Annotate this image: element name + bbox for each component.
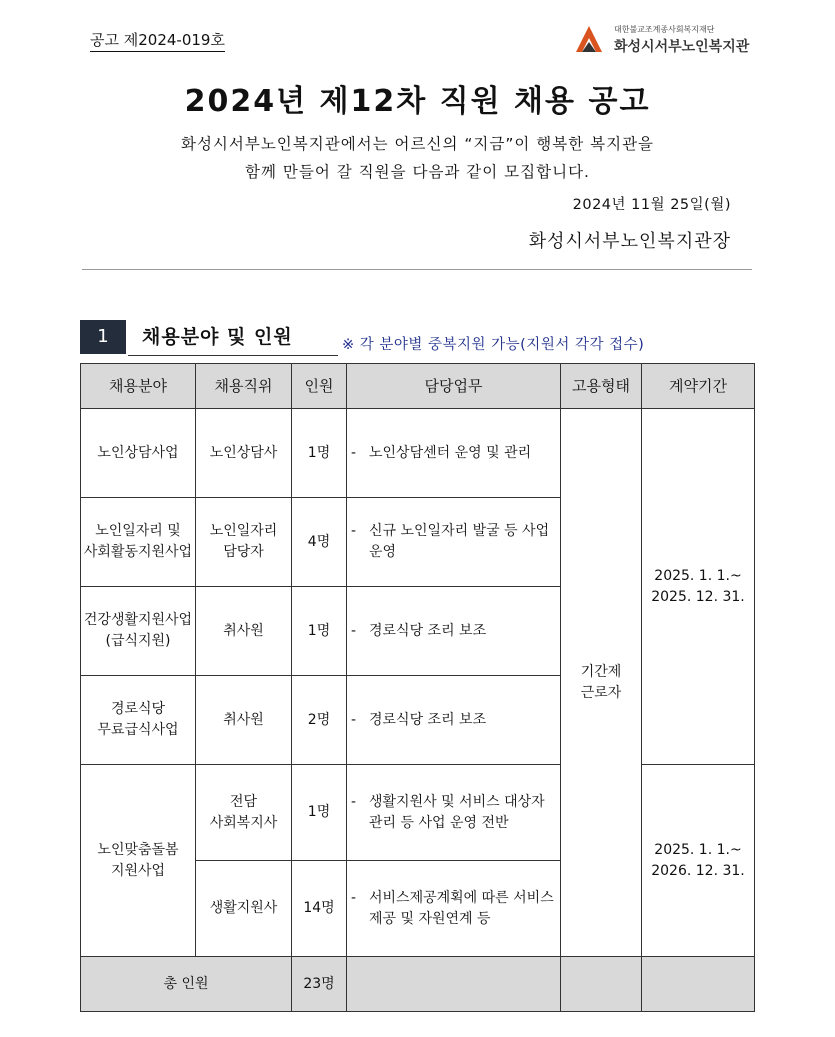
page-title: 2024년 제12차 직원 채용 공고: [184, 84, 651, 119]
header-employment-type: 고용형태: [561, 364, 642, 409]
table-row: [81, 409, 755, 498]
cell-count: 2명: [292, 676, 347, 765]
total-empty-cell: [642, 957, 755, 1012]
cell-position: 생활지원사: [196, 861, 292, 957]
cell-count: 1명: [292, 587, 347, 676]
recruitment-table: [80, 363, 755, 1012]
cell-duty: - 경로식당 조리 보조: [347, 587, 561, 676]
total-empty-cell: [561, 957, 642, 1012]
cell-count: 4명: [292, 498, 347, 587]
cell-field: 노인맞춤돌봄 지원사업: [81, 765, 196, 957]
logo-title: 화성시서부노인복지관: [614, 39, 750, 55]
organization-logo: [572, 20, 752, 60]
organization-signature: 화성시서부노인복지관장: [528, 231, 731, 252]
cell-position: 노인일자리 담당자: [196, 498, 292, 587]
header-position: 채용직위: [196, 364, 292, 409]
cell-position: 취사원: [196, 676, 292, 765]
notice-date: 2024년 11월 25일(월): [572, 197, 731, 213]
header-contract-period: 계약기간: [642, 364, 755, 409]
cell-duty: - 경로식당 조리 보조: [347, 676, 561, 765]
cell-duty: - 생활지원사 및 서비스 대상자 관리 등 사업 운영 전반: [347, 765, 561, 861]
total-empty-cell: [347, 957, 561, 1012]
cell-count: 14명: [292, 861, 347, 957]
intro-line-1: 화성시서부노인복지관에서는 어르신의 “지금”이 행복한 복지관을: [180, 135, 655, 153]
notice-number: 공고 제2024-019호: [90, 30, 225, 52]
cell-duty: - 신규 노인일자리 발굴 등 사업 운영: [347, 498, 561, 587]
cell-field: 건강생활지원사업 (급식지원): [81, 587, 196, 676]
table-header-row: [81, 364, 755, 409]
cell-duty: - 노인상담센터 운영 및 관리: [347, 409, 561, 498]
logo-mark-icon: [572, 22, 606, 56]
section-number-badge: 1: [80, 320, 126, 354]
section-title-underline: [128, 355, 338, 356]
total-count: 23명: [292, 957, 347, 1012]
section-title: 채용분야 및 인원: [142, 326, 293, 348]
cell-count: 1명: [292, 765, 347, 861]
total-row: [81, 957, 755, 1012]
intro-line-2: 함께 만들어 갈 직원을 다음과 같이 모집합니다.: [245, 163, 590, 181]
cell-field: 노인상담사업: [81, 409, 196, 498]
header-duty: 담당업무: [347, 364, 561, 409]
cell-position: 전담 사회복지사: [196, 765, 292, 861]
cell-duty: - 서비스제공계획에 따른 서비스 제공 및 자원연계 등: [347, 861, 561, 957]
header-count: 인원: [292, 364, 347, 409]
logo-subtitle: 대한불교조계종사회복지재단: [614, 25, 715, 34]
cell-contract-period-2: 2025. 1. 1.~ 2026. 12. 31.: [642, 765, 755, 957]
header-field: 채용분야: [81, 364, 196, 409]
divider: [82, 269, 752, 270]
section-note: ※ 각 분야별 중복지원 가능(지원서 각각 접수): [342, 337, 645, 353]
cell-position: 취사원: [196, 587, 292, 676]
cell-contract-period-1: 2025. 1. 1.~ 2025. 12. 31.: [642, 409, 755, 765]
table-row: [81, 765, 755, 861]
cell-count: 1명: [292, 409, 347, 498]
cell-field: 노인일자리 및 사회활동지원사업: [81, 498, 196, 587]
cell-field: 경로식당 무료급식사업: [81, 676, 196, 765]
cell-employment-type: 기간제 근로자: [561, 409, 642, 957]
total-label: 총 인원: [81, 957, 292, 1012]
cell-position: 노인상담사: [196, 409, 292, 498]
